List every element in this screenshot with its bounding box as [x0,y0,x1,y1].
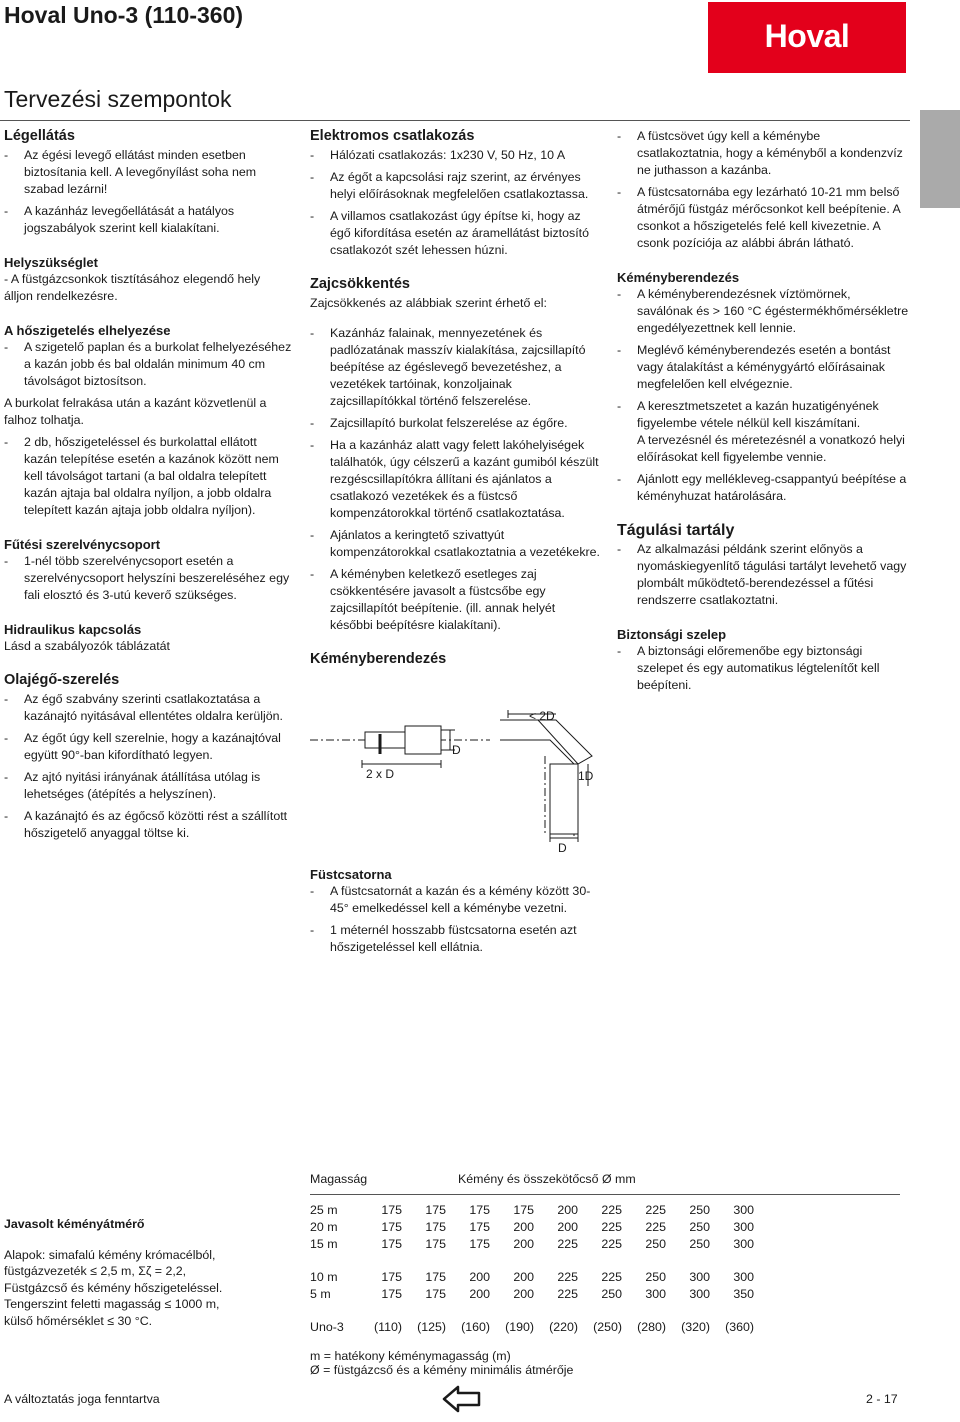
table-cell: 200 [469,1286,490,1301]
helyszukseglet-text: - A füstgázcsonkok tisztításához elegendő hely álljon rendelkezésre. [4,272,261,303]
chimney-diagram [310,706,610,856]
label-lt2d: < 2D [529,709,555,723]
table-cell: 250 [601,1286,622,1301]
biztonsagi-heading: Biztonsági szelep [617,627,727,642]
list-item: - Hálózati csatlakozás: 1x230 V, 50 Hz, 10 A [310,148,566,162]
table-cell: 225 [557,1286,578,1301]
legellatas-heading: Légellátás [4,128,75,144]
list-item: - Meglévő kéményberendezés esetén a bontást vagy átalakítást a kéménygyártó előírásainak megfelelően kell elvégeznie. [617,343,891,391]
page-header-title: Hoval Uno-3 (110-360) [4,2,244,28]
table-cell: 225 [645,1202,666,1217]
flue-pipe-left [365,732,405,748]
note-line: füstgázvezeték ≤ 2,5 m, Σζ = 2,2, [4,1264,187,1278]
elektromos-heading: Elektromos csatlakozás [310,128,475,144]
chimney-table [310,1172,900,1377]
table-cell: 200 [557,1219,578,1234]
table-cell: (125) [417,1319,446,1334]
header-divider [0,120,910,121]
table-cell: 175 [425,1269,446,1284]
table-cell: 300 [733,1236,754,1251]
table-cell: 175 [381,1286,402,1301]
list-item: - 1 méternél hosszabb füstcsatorna esetén azt hőszigeteléssel kell ellátnia. [310,923,577,954]
list-item: - Ha a kazánház alatt vagy felett lakóhelyiségek találhatók, úgy célszerű a kazánt gumiból készült rezgéscsillapítókra állítani és ajánlatos a csatlakozó vezetékek és a füstcső kompenzátorokkal történő csatlakoztatása. [310,438,599,520]
table-cell: (320) [681,1319,710,1334]
table-cell: 175 [469,1236,490,1251]
table-cell: 225 [601,1269,622,1284]
table-cell: 225 [601,1219,622,1234]
fustcsatorna-heading: Füstcsatorna [310,867,392,882]
table-row [310,1235,754,1252]
fustcsatorna-block [310,866,600,961]
row-label: 25 m [310,1202,338,1217]
column-2 [310,128,600,670]
table-legend [310,1349,900,1377]
table-model-row [310,1318,754,1335]
column-1 [4,128,292,847]
list-item: - 2 db, hőszigeteléssel és burkolattal ellátott kazán telepítése esetén a kazánok között nem kell távolságot tartani (a bal oldalra telepített kazán ajtaja bal oldalra nyíljon, a jobb oldalra telepített kazán ajtaja jobb oldalra nyíljon). [4,435,279,517]
list-item: - 1-nél több szerelvénycsoport esetén a szerelvénycsoport helyszíni beszereléséhez egy fali elosztó és 3-utú keverő szükséges. [4,554,290,602]
list-item: - Az égő szabvány szerinti csatlakoztatása a kazánajtó nyitásával ellentétes oldalra kerüljön. [4,692,283,723]
table-cell: 175 [381,1219,402,1234]
row-label: 10 m [310,1269,338,1284]
row-label: 15 m [310,1236,338,1251]
hidraulikus-text: Lásd a szabályozók táblázatát [4,639,171,653]
table-cell: 350 [733,1286,754,1301]
table-cell: 175 [381,1202,402,1217]
tagulasi-heading: Tágulási tartály [617,522,735,539]
table-cell: 300 [733,1269,754,1284]
table-cell: 250 [689,1202,710,1217]
table-cell: 300 [733,1219,754,1234]
list-item: - A füstcsövet úgy kell a kéménybe csatlakoztatnia, hogy a kéményből a kondenzvíz ne juthasson a kazánba. [617,129,903,177]
list-item: - Ajánlatos a keringtető szivattyút kompenzátorokkal csatlakoztatnia a vezetékekre. [310,528,600,559]
table-cell: 225 [601,1202,622,1217]
list-item: - Az alkalmazási példánk szerint előnyös a nyomáskiegyenlítő tágulási tartályt levehető vagy plombált működtető-berendezéssel a fűtési rendszerre csatlakoztatni. [617,542,907,607]
table-cell: (220) [549,1319,578,1334]
hidraulikus-heading: Hidraulikus kapcsolás [4,622,142,637]
table-cell: 175 [425,1286,446,1301]
back-arrow-icon[interactable] [442,1384,482,1414]
helyszukseglet-heading: Helyszükséglet [4,255,98,270]
table-cell: 200 [513,1269,534,1284]
table-cell: (360) [725,1319,754,1334]
table-row [310,1201,754,1218]
list-item: - A kéményberendezésnek víztömörnek, saválónak és > 160 °C égéstermékhőmérsékletre engedélyezettnek kell lennie. [617,287,909,335]
table-cell: (190) [505,1319,534,1334]
table-cell: 300 [689,1269,710,1284]
table-cell: (280) [637,1319,666,1334]
note-line: Tengerszint feletti magasság ≤ 1000 m, [4,1297,220,1311]
kemeny2-note: A tervezésnél és méretezésnél a vonatkozó helyi előírásokat kell figyelembe vennie. [637,433,905,464]
column-3 [617,128,909,699]
table-cell: 175 [513,1202,534,1217]
table-cell: 300 [689,1286,710,1301]
table-cell: 175 [469,1219,490,1234]
list-item: - A kéményben keletkező esetleges zaj csökkentésére javasolt a füstcsőbe egy zajcsillapítót beépítenie. (ill. annak helyét későbbi beépítésre kialakítani). [310,567,556,632]
olajego-heading: Olajégő-szerelés [4,672,120,688]
table-cell: 250 [689,1236,710,1251]
legend-line: Ø = füstgázcső és a kémény minimális átmérője [310,1363,574,1377]
note-line: külső hőmérséklet ≤ 30 °C. [4,1313,153,1328]
side-tab-marker [920,110,960,208]
table-row [310,1285,754,1302]
table-cell: 200 [469,1269,490,1284]
table-head-diameter: Kémény és összekötőcső Ø mm [458,1172,636,1186]
list-item: - Az égési levegő ellátást minden esetben biztosítania kell. A levegőnyílást soha nem szabad lezárni! [4,148,257,196]
hoszigeteles-note: A burkolat felrakása után a kazánt közvetlenül a falhoz tolhatja. [4,396,267,427]
list-item: - A keresztmetszetet a kazán huzatigényének figyelembe vétele nélkül kell kiszámítani. [617,399,879,430]
footer-disclaimer: A változtatás joga fenntartva [4,1392,160,1406]
table-cell: 225 [645,1219,666,1234]
table-cell: 250 [645,1269,666,1284]
list-item: - Zajcsillapító burkolat felszerelése az égőre. [310,416,568,430]
chimney-note-block [4,1216,294,1329]
table-cell: 175 [469,1202,490,1217]
zajcsokkentes-intro: Zajcsökkenés az alábbiak szerint érhető el: [310,296,547,310]
table-cell: 175 [381,1269,402,1284]
label-d-top: D [452,743,461,757]
table-cell: 175 [381,1236,402,1251]
list-item: - A villamos csatlakozást úgy építse ki, hogy az égő kifordítása esetén az áramellátást biztosító csatlakozót szét lehessen húzni. [310,209,589,257]
label-2xd: 2 x D [366,767,395,781]
table-cell: 300 [733,1202,754,1217]
kemeny-heading: Kéményberendezés [310,651,447,667]
list-item: - A füstcsatornát a kazán és a kémény között 30-45° emelkedéssel kell a kéménybe vezetni. [310,884,591,915]
label-d-bottom: D [558,841,567,855]
table-cell: 225 [557,1236,578,1251]
note-line: Alapok: simafalú kémény krómacélból, [4,1247,216,1262]
zajcsokkentes-heading: Zajcsökkentés [310,276,410,292]
data-table [310,1201,754,1335]
list-item: - Az égőt úgy kell szerelnie, hogy a kazánajtóval együtt 90°-ban kifordítható legyen. [4,731,281,762]
label-1d: 1D [578,769,594,783]
flue-pipe-mid [405,726,441,754]
row-label: Uno-3 [310,1319,344,1334]
table-cell: 200 [557,1202,578,1217]
table-cell: 175 [425,1219,446,1234]
row-label: 5 m [310,1286,331,1301]
table-cell: (110) [373,1319,402,1334]
table-cell: 225 [601,1236,622,1251]
note-title: Javasolt kéményátmérő [4,1217,145,1231]
list-item: - Kazánház falainak, mennyezetének és padlózatának masszív kialakítása, zajcsillapító beépítése az égéslevegő bevezetéshez, a vezetékek tartóinak, konzoljainak zajcsillapítókkal történő felszerelése. [310,326,586,408]
table-head-height: Magasság [310,1172,368,1186]
table-row [310,1268,754,1285]
table-cell: 225 [557,1269,578,1284]
table-cell: 300 [645,1286,666,1301]
table-cell: 250 [645,1236,666,1251]
table-cell: 175 [425,1202,446,1217]
table-cell: 200 [513,1286,534,1301]
list-item: - Ajánlott egy mellékleveg-csappantyú beépítése a kéményhuzat határolására. [617,472,907,503]
table-cell: (160) [461,1319,490,1334]
list-item: - Az ajtó nyitási irányának átállítása utólag is lehetséges (átépítés a helyszínen). [4,770,261,801]
legend-line: m = hatékony kéménymagasság (m) [310,1349,511,1363]
kemeny2-heading: Kéményberendezés [617,270,740,285]
table-rule [310,1194,900,1195]
list-item: - A füstcsatornába egy lezárható 10-21 mm belső átmérőjű füstgáz mérőcsonkot kell beépítenie. A csonkot a hőszigetelés felé kell kivezetnie. A csonk pozíciója az alábbi ábrán látható. [617,185,901,250]
table-cell: 200 [513,1236,534,1251]
list-item: - Az égőt a kapcsolási rajz szerint, az érvényes helyi előírásoknak megfelelően csatlakoztassa. [310,170,589,201]
row-label: 20 m [310,1219,338,1234]
hoszigeteles-heading: A hőszigetelés elhelyezése [4,323,171,338]
table-cell: 200 [513,1219,534,1234]
list-item: - A biztonsági előremenőbe egy biztonsági szelepet és egy automatikus légtelenítőt kell beépíteni. [617,644,880,692]
futesi-heading: Fűtési szerelvénycsoport [4,537,161,552]
page-number: 2 - 17 [866,1392,898,1406]
table-row [310,1218,754,1235]
list-item: - A kazánajtó és az égőcső közötti rést a szállított hőszigetelő anyaggal töltse ki. [4,809,288,840]
section-title: Tervezési szempontok [4,86,232,112]
list-item: - A kazánház levegőellátását a hatályos jogszabályok szerint kell kialakítani. [4,204,235,235]
table-cell: 250 [689,1219,710,1234]
table-cell: (250) [593,1319,622,1334]
list-item: - A szigetelő paplan és a burkolat felhelyezéséhez a kazán jobb és bal oldalán minimum 40 cm távolságot biztosítson. [4,340,292,388]
note-line: Füstgázcső és kémény hőszigeteléssel. [4,1280,223,1295]
hoval-logo: Hoval [708,2,906,70]
table-cell: 175 [425,1236,446,1251]
logo-underline [708,70,906,73]
